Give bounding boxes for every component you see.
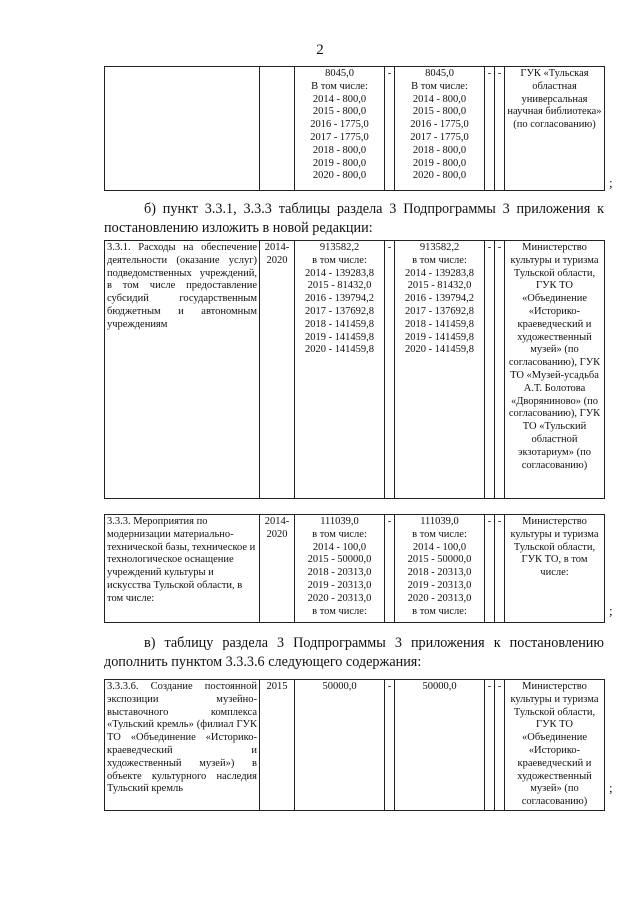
dash-cell: - bbox=[485, 680, 495, 811]
dash-cell: - bbox=[485, 67, 495, 191]
regional-amount-cell: 913582,2 в том числе: 2014 - 139283,8 2015 - 81432,0 2016 - 139794,2 2017 - 137692,8 2018 - 141459,8 2019 - 141459,8 2020 - 141459,8 bbox=[395, 241, 485, 499]
semicolon: ; bbox=[609, 603, 613, 618]
paragraph-b: б) пункт 3.3.1, 3.3.3 таблицы раздела 3 Подпрограммы 3 приложения к постановлению изложить в новой редакции: bbox=[104, 201, 604, 236]
dash-cell: - bbox=[495, 680, 505, 811]
dash-cell: - bbox=[385, 67, 395, 191]
dash-cell: - bbox=[385, 241, 395, 499]
table-3-3-3-6 bbox=[104, 679, 605, 811]
total-amount-cell: 111039,0 в том числе: 2014 - 100,0 2015 - 50000,0 2018 - 20313,0 2019 - 20313,0 2020 - 20313,0 в том числе: bbox=[295, 515, 385, 623]
regional-amount-cell: 8045,0 В том числе: 2014 - 800,0 2015 - 800,0 2016 - 1775,0 2017 - 1775,0 2018 - 800,0 2019 - 800,0 2020 - 800,0 bbox=[395, 67, 485, 191]
regional-amount-cell: 50000,0 bbox=[395, 680, 485, 811]
regional-amount-cell: 111039,0 в том числе: 2014 - 100,0 2015 - 50000,0 2018 - 20313,0 2019 - 20313,0 2020 - 20313,0 в том числе: bbox=[395, 515, 485, 623]
dash-cell: - bbox=[385, 515, 395, 623]
executor-cell: Министерство культуры и туризма Тульской области, ГУК ТО «Объединение «Историко-краеведческий и художественный музей» (по согласованию), ГУК ТО «Музей-усадьба А.Т. Болотова «Дворяниново» (по согласованию), ГУК ТО «Тульский областной экзотариум» (по согласованию) bbox=[505, 241, 605, 499]
total-amount-cell: 913582,2 в том числе: 2014 - 139283,8 2015 - 81432,0 2016 - 139794,2 2017 - 137692,8 2018 - 141459,8 2019 - 141459,8 2020 - 141459,8 bbox=[295, 241, 385, 499]
executor-cell: Министерство культуры и туризма Тульской области, ГУК ТО «Объединение «Историко-краеведческий и художественный музей» (по согласованию) bbox=[505, 680, 605, 811]
dash-cell: - bbox=[485, 241, 495, 499]
period-cell: 2015 bbox=[260, 680, 295, 811]
period-cell bbox=[260, 67, 295, 191]
paragraph-v: в) таблицу раздела 3 Подпрограммы 3 приложения к постановлению дополнить пунктом 3.3.3.6 следующего содержания: bbox=[104, 635, 604, 670]
executor-cell: ГУК «Тульская областная универсальная научная библиотека» (по согласованию) bbox=[505, 67, 605, 191]
dash-cell: - bbox=[385, 680, 395, 811]
name-cell: 3.3.3.6. Создание постоянной экспозиции музейно-выставочного комплекса «Тульский кремль» (филиал ГУК ТО «Объединение «Историко-краеведческий и художественный музей») в объекте культурного наследия Тульский кремль bbox=[105, 680, 260, 811]
total-amount-cell: 8045,0 В том числе: 2014 - 800,0 2015 - 800,0 2016 - 1775,0 2017 - 1775,0 2018 - 800,0 2019 - 800,0 2020 - 800,0 bbox=[295, 67, 385, 191]
table-3-3-1 bbox=[104, 240, 605, 499]
total-amount-cell: 50000,0 bbox=[295, 680, 385, 811]
table-3-3-3 bbox=[104, 514, 605, 623]
semicolon: ; bbox=[609, 780, 613, 795]
dash-cell: - bbox=[495, 241, 505, 499]
table-continuation bbox=[104, 66, 605, 191]
name-cell: 3.3.3. Мероприятия по модернизации материально-технической базы, техническое и технологическое оснащение учреждений культуры и искусства Тульской области, в том числе: bbox=[105, 515, 260, 623]
period-cell: 2014-2020 bbox=[260, 241, 295, 499]
page-number: 2 bbox=[316, 42, 324, 58]
dash-cell: - bbox=[495, 67, 505, 191]
period-cell: 2014-2020 bbox=[260, 515, 295, 623]
dash-cell: - bbox=[495, 515, 505, 623]
name-cell bbox=[105, 67, 260, 191]
semicolon: ; bbox=[609, 175, 613, 190]
executor-cell: Министерство культуры и туризма Тульской области, ГУК ТО, в том числе: bbox=[505, 515, 605, 623]
dash-cell: - bbox=[485, 515, 495, 623]
name-cell: 3.3.1. Расходы на обеспечение деятельности (оказание услуг) подведомственных учреждений, в том числе предоставление субсидий государственным бюджетным и автономным учреждениям bbox=[105, 241, 260, 499]
